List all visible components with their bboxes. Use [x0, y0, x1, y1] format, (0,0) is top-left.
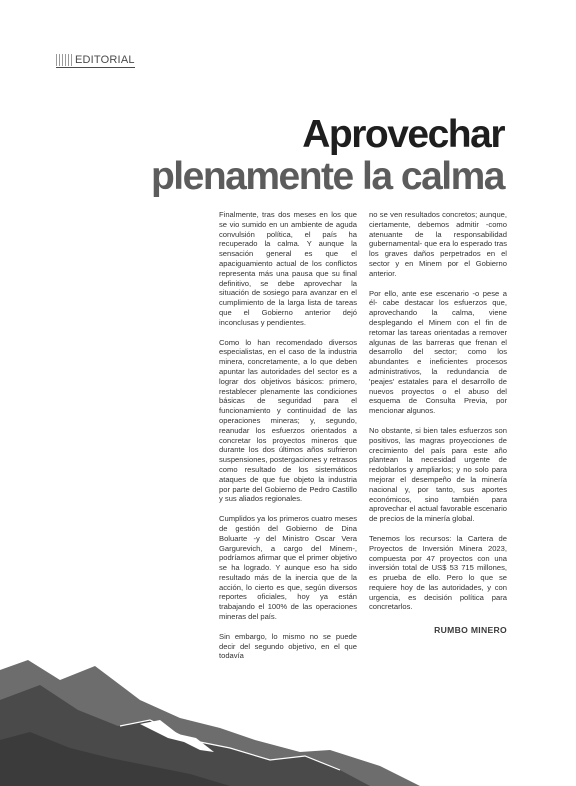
paragraph: no se ven resultados concretos; aunque, ciertamente, debemos admitir -como atenuante de la responsabilidad gubernamental- que era lo esperado tras los graves daños perpetrados en el sector y en Minem por el Gobierno anterior.: [369, 210, 507, 278]
paragraph: Finalmente, tras dos meses en los que se vio sumido en un ambiente de aguda convulsión política, el país ha recuperado la calma. Y aunque la sensación general es que el apaciguamiento actual de los conflictos representa más una pausa que su final definitivo, se debe aprovechar la situación de sosiego para avanzar en el cumplimiento de la larga lista de tareas que el Gobierno anterior dejó inconclusas y pendientes.: [219, 210, 357, 327]
paragraph: Como lo han recomendado diversos especialistas, en el caso de la industria minera, concretamente, a lo que deben apuntar las autoridades del sector es a lograr dos objetivos básicos: primero, restablecer plenamente las condiciones básicas de seguridad para el funcionamiento y continuidad de las operaciones mineras; y, segundo, reanudar los esfuerzos orientados a concretar los proyectos mineros que durante los dos últimos años sufrieron suspensiones, postergaciones y retrasos como resultado de los sistemáticos ataques de que fue objeto la industria por parte del Gobierno de Pedro Castillo y sus aliados regionales.: [219, 337, 357, 504]
title-line-1: Aprovechar: [302, 113, 504, 156]
paragraph: No obstante, si bien tales esfuerzos son positivos, las magras proyecciones de crecimiento del país para este año plantean la necesidad urgente de redoblarlos y ampliarlos; y no solo para mejorar el desempeño de la minería nacional y, por tanto, sus aportes económicos, sino también para aprovechar el actual favorable escenario de precios de la minería global.: [369, 425, 507, 524]
paragraph: Tenemos los recursos: la Cartera de Proyectos de Inversión Minera 2023, compuesta por 47 proyectos con una inversión total de US$ 53 715 millones, es prueba de ello. Pero lo que se requiere hoy de las autoridades, y con urgencia, es decisión política para concretarlos.: [369, 533, 507, 612]
title-line-2: plenamente la calma: [150, 155, 504, 198]
article-column-left: [219, 210, 357, 671]
paragraph: Por ello, ante ese escenario -o pese a él- cabe destacar los esfuerzos que, aprovechando la calma, viene desplegando el Minem con el fin de retomar las tareas orientadas a remover algunas de las barreras que frenan el desarrollo del sector; como los abundantes e ineficientes procesos administrativos, la redundancia de 'peajes' estatales para el desarrollo de nuevos proyectos o el abuso del esquema de Consulta Previa, por mencionar algunos.: [369, 288, 507, 416]
hatch-decoration: [56, 54, 72, 66]
article-column-right: [369, 210, 507, 636]
section-label: EDITORIAL: [75, 54, 135, 66]
article-title: [151, 114, 504, 198]
section-tag: [56, 53, 135, 67]
signature: RUMBO MINERO: [434, 625, 507, 636]
mountain-illustration: [0, 640, 576, 786]
paragraph: Cumplidos ya los primeros cuatro meses de gestión del Gobierno de Dina Boluarte -y del Ministro Oscar Vera Gargurevich, a cargo del Minem-, podríamos afirmar que el primer objetivo se ha logrado. Y aunque eso ha sido resultado más de la inercia que de la acción, lo cierto es que, según diversos reportes oficiales, hoy ya están trabajando el 100% de las operaciones mineras del país.: [219, 514, 357, 622]
paragraph: Sin embargo, lo mismo no se puede decir del segundo objetivo, en el que todavía: [219, 631, 357, 661]
section-underline: [56, 67, 135, 68]
